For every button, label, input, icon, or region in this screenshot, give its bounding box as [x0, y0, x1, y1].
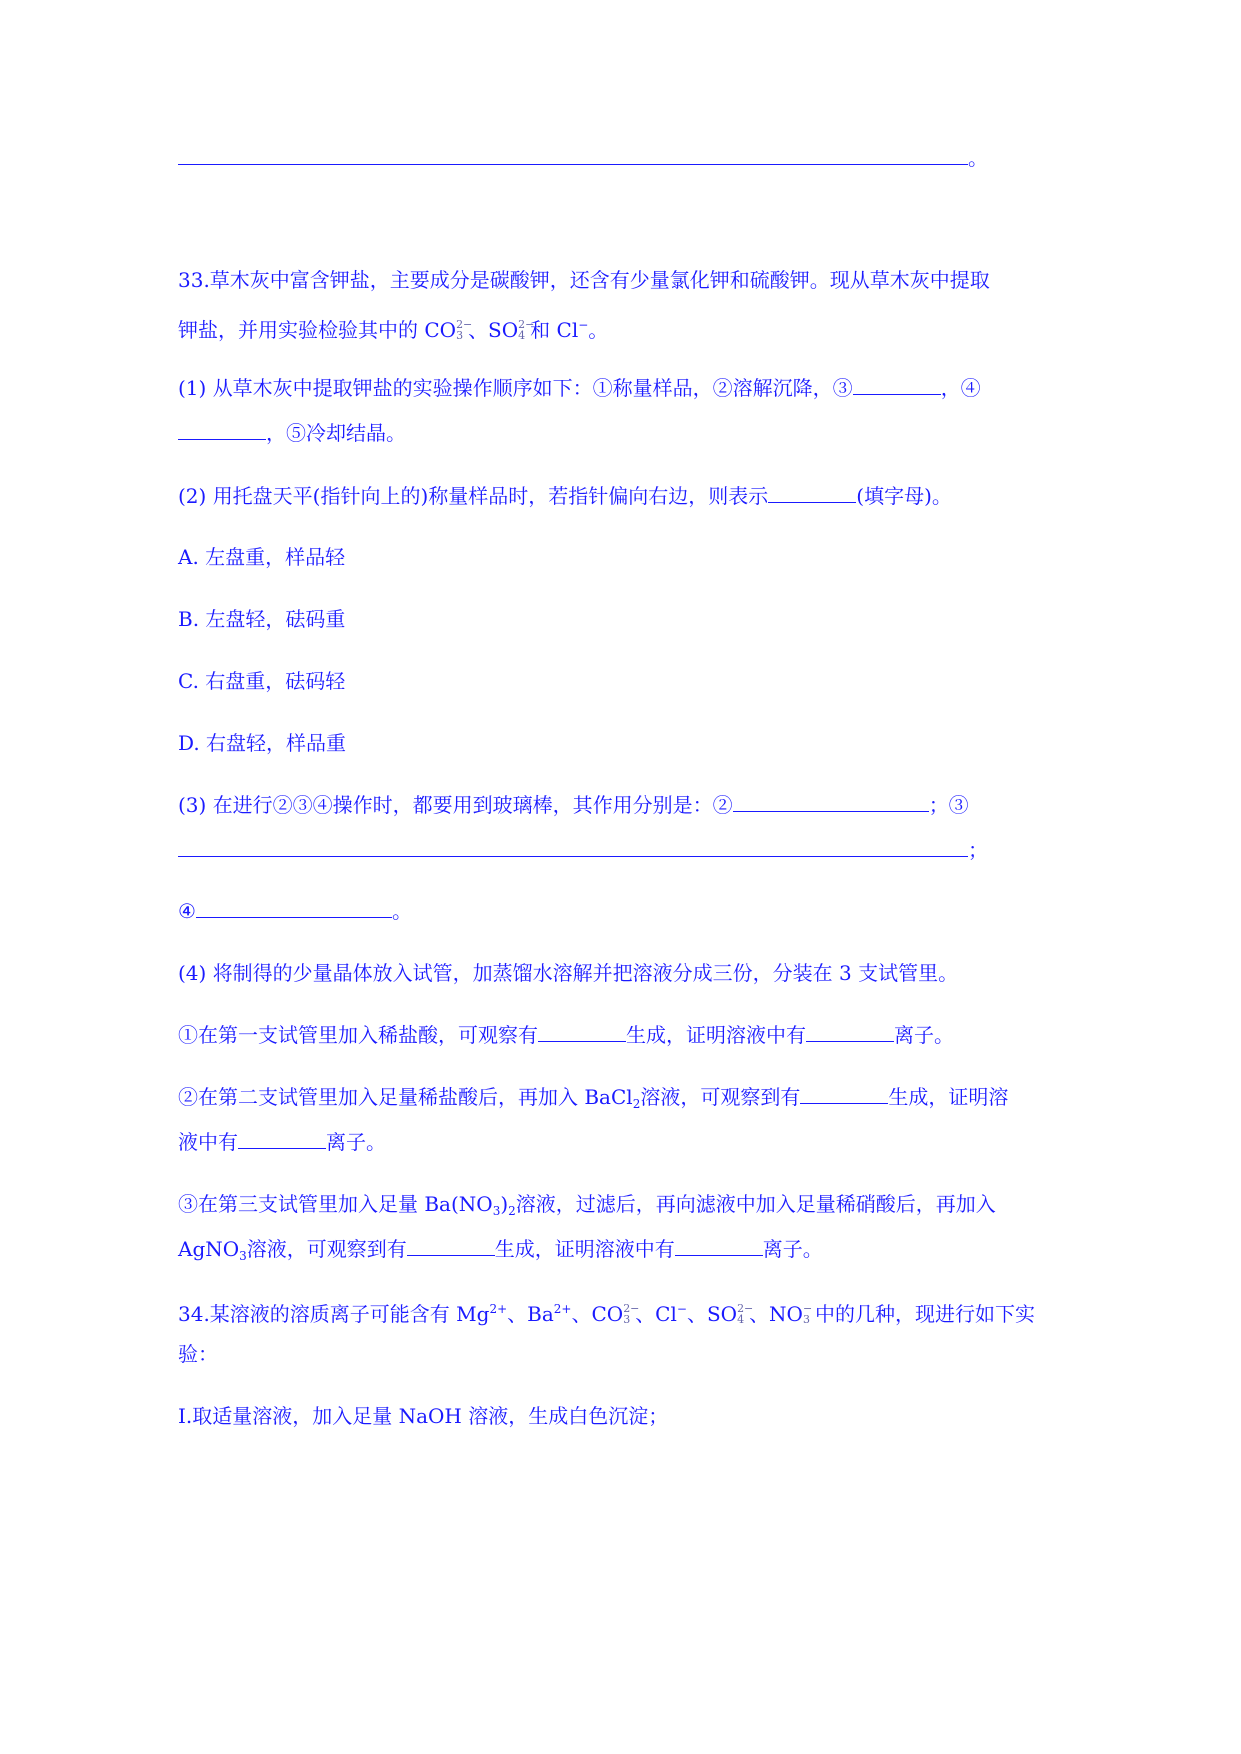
answer-fill-line [178, 146, 988, 170]
subscript: 2 [632, 1097, 641, 1111]
option-c: C. 右盘重，砝码轻 [178, 669, 346, 693]
q34-step1: Ⅰ.取适量溶液，加入足量 NaOH 溶液，生成白色沉淀； [178, 1404, 669, 1428]
option-d: D. 右盘轻，样品重 [178, 731, 347, 755]
sub2-text: 离子。 [326, 1130, 386, 1154]
q34-text: 、SO [686, 1302, 738, 1326]
sub2-text: ②在第二支试管里加入足量稀盐酸后，再加入 BaCl [178, 1085, 633, 1109]
part2-blank [768, 484, 856, 503]
part2-text: (填字母)。 [856, 484, 952, 508]
so4-charge: 2− 4 [737, 1301, 754, 1326]
option-a: A. 左盘重，样品轻 [178, 545, 346, 569]
q33-part1-line1 [178, 376, 981, 400]
q33-sub2-line2 [178, 1130, 386, 1154]
q33-sub1 [178, 1023, 954, 1047]
q34-text: 34.某溶液的溶质离子可能含有 Mg [178, 1302, 490, 1326]
sub3-text: AgNO [178, 1237, 240, 1261]
q33-part1-line2 [178, 421, 406, 445]
q33-stem-text: 、SO [468, 318, 519, 342]
q33-part3-line1 [178, 793, 969, 817]
sub2-blank-a [800, 1085, 888, 1104]
sub3-text: 溶液，过滤后，再向滤液中加入足量稀硝酸后，再加入 [515, 1192, 996, 1216]
q33-stem-text: 和 Cl [530, 318, 579, 342]
q34-stem-line2: 验： [178, 1342, 218, 1366]
sub1-blank-b [806, 1023, 894, 1042]
no3-charge: − 3 [802, 1301, 813, 1326]
q34-text: 、Ba [507, 1302, 554, 1326]
sub3-text: 溶液，可观察到有 [246, 1237, 407, 1261]
part3-text: (3) 在进行②③④操作时，都要用到玻璃棒，其作用分别是：② [178, 793, 733, 817]
part1-text: (1) 从草木灰中提取钾盐的实验操作顺序如下：①称量样品，②溶解沉降，③ [178, 376, 853, 400]
sub2-text: 溶液，可观察到有 [640, 1085, 801, 1109]
q33-sub3-line2 [178, 1237, 823, 1261]
subscript: 2 [508, 1204, 516, 1218]
q33-sub2-line1 [178, 1085, 1008, 1109]
q34-text: 、NO [749, 1302, 803, 1326]
q33-part3-line2 [178, 838, 988, 862]
sub1-blank-a [538, 1023, 626, 1042]
subscript: 3 [492, 1204, 501, 1218]
part1-text: ，⑤冷却结晶。 [266, 421, 406, 445]
q34-stem-line1 [178, 1297, 1035, 1326]
cl-charge: − [676, 1302, 687, 1316]
answer-blank [178, 146, 968, 165]
sub3-text: ③在第三支试管里加入足量 Ba(NO [178, 1192, 493, 1216]
part3-text: ； [968, 838, 988, 862]
sub3-blank-b [675, 1237, 763, 1256]
option-b: B. 左盘轻，砝码重 [178, 607, 346, 631]
sub2-text: 液中有 [178, 1130, 238, 1154]
part3-blank-3 [178, 838, 968, 857]
co3-charge: 2− 3 [456, 317, 473, 342]
part3-text: ④ [178, 899, 196, 923]
q33-stem-line2 [178, 313, 609, 342]
q33-stem-line1: 33.草木灰中富含钾盐，主要成分是碳酸钾，还含有少量氯化钾和硫酸钾。现从草木灰中提取 [178, 268, 990, 292]
part3-blank-2 [733, 793, 929, 812]
step4-blank [178, 421, 266, 440]
sub3-text: 生成，证明溶液中有 [494, 1237, 675, 1261]
sub1-text: ①在第一支试管里加入稀盐酸，可观察有 [178, 1023, 538, 1047]
sub3-text: ) [500, 1192, 509, 1216]
part3-blank-4 [196, 899, 392, 918]
line-end-punct: 。 [968, 146, 988, 170]
sub3-text: 离子。 [762, 1237, 823, 1261]
q34-text: 中的几种，现进行如下实 [814, 1302, 1035, 1326]
mg-charge: 2+ [489, 1302, 508, 1316]
step3-blank [853, 376, 941, 395]
part2-text: (2) 用托盘天平(指针向上的)称量样品时，若指针偏向右边，则表示 [178, 484, 769, 508]
sub2-blank-b [238, 1130, 326, 1149]
part3-text: ；③ [928, 793, 969, 817]
q34-text: 、Cl [635, 1302, 677, 1326]
q34-text: 、CO [571, 1302, 624, 1326]
so4-charge: 2− 4 [518, 317, 535, 342]
q33-stem-text: 钾盐，并用实验检验其中的 CO [178, 318, 457, 342]
sub1-text: 生成，证明溶液中有 [626, 1023, 806, 1047]
sub3-blank-a [407, 1237, 495, 1256]
q33-part4: (4) 将制得的少量晶体放入试管，加蒸馏水溶解并把溶液分成三份，分装在 3 支试管里。 [178, 961, 959, 985]
ba-charge: 2+ [553, 1302, 572, 1316]
q33-stem-text: 。 [588, 318, 609, 342]
q33-part3-line3 [178, 899, 412, 923]
cl-charge: − [578, 318, 589, 332]
co3-charge: 2− 3 [623, 1301, 640, 1326]
part1-text: ，④ [940, 376, 981, 400]
sub1-text: 离子。 [894, 1023, 954, 1047]
subscript: 3 [239, 1249, 247, 1263]
q33-part2 [178, 484, 952, 508]
q33-sub3-line1 [178, 1192, 996, 1216]
part3-text: 。 [391, 899, 412, 923]
sub2-text: 生成，证明溶 [888, 1085, 1009, 1109]
